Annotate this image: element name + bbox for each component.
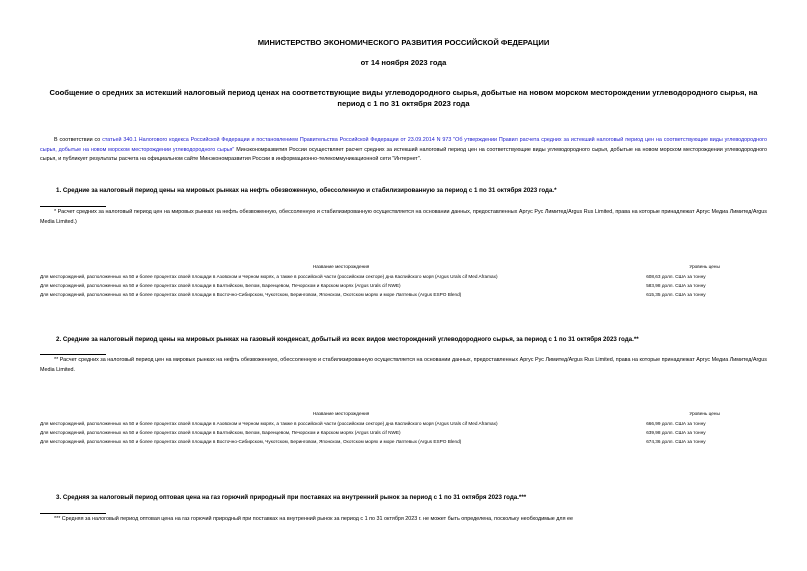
section-1-footnote: * Расчет средних за налоговый период цен на мировых рынках на нефть обезвоженную, обессоленную и стабилизированную осуществляется на основании данных, предоставленных Аргус Рус Лимитед/Argus Rus Limited, права на которые принадлежат Аргус Медиа Лимитед/Argus Media Limited.) (40, 209, 767, 225)
column-header-name: Название месторождения (312, 411, 370, 416)
deposit-name: Для месторождений, расположенных на 50 и более процентах своей площади в Азовском и Черном морях, а также в российской части (российском секторе) дна Каспийского моря (Argus Urals cif Med Aframax) (40, 421, 498, 427)
section-3-footnote: *** Средняя за налоговый период оптовая цена на газ горючий природный при поставках на внутренний рынок за период с 1 по 31 октября 2023 г. не может быть определена, поскольку необходимые для ее (54, 516, 573, 522)
table-row (40, 292, 767, 301)
table-row (40, 283, 767, 292)
ministry-heading: МИНИСТЕРСТВО ЭКОНОМИЧЕСКОГО РАЗВИТИЯ РОССИЙСКОЙ ФЕДЕРАЦИИ (257, 38, 550, 47)
section-3-heading: 3. Средняя за налоговый период оптовая цена на газ горючий природный при поставках на внутренний рынок за период с 1 по 31 октября 2023 года.*** (56, 494, 527, 501)
price-table-condensate (40, 411, 767, 448)
column-header-name: Название месторождения (312, 264, 370, 269)
footnote-divider (40, 206, 106, 207)
table-header-row (40, 411, 767, 421)
table-row (40, 421, 767, 430)
intro-paragraph (40, 136, 767, 165)
section-2-heading: 2. Средние за налоговый период цены на мировых рынках на газовый конденсат, добытый из всех видов месторождений углеводородного сырья, за период с 1 по 31 октября 2023 года.** (56, 336, 639, 343)
price-value: 639,98 долл. США за тонну (646, 430, 706, 436)
legal-reference-link[interactable]: статьей 340.1 Налогового кодекса Российской Федерации и постановлением Правительства Российской Федерации от 23.09.2014 N 973 "Об утверждении Правил расчета средних за истекший налоговый период цен на соответствующие виды углеводородного сырья, добытые на новом морском месторождении углеводородного сырья" (40, 137, 768, 153)
intro-suffix: Минэкономразвития России осуществляет расчет средних за истекший налоговый период цен на соответствующие виды углеводородного сырья, добытые на новом морском месторождении углеводородного сырья, и публикует результаты расчета на официальном сайте Минэкономразвития России в информационно-телекоммуникационной сети "Интернет". (40, 146, 767, 163)
column-header-price: Уровень цены (689, 264, 720, 269)
table-row (40, 430, 767, 439)
price-value: 608,63 долл. США за тонну (646, 274, 706, 280)
column-header-price: Уровень цены (689, 411, 720, 416)
table-row (40, 439, 767, 448)
footnote-divider (40, 354, 106, 355)
deposit-name: Для месторождений, расположенных на 50 и более процентах своей площади в Восточно-Сибирском, Чукотском, Беринговом, Японском, Охотском морях и море Лаптевых (Argus ESPO Blend) (40, 439, 462, 445)
price-value: 666,99 долл. США за тонну (646, 421, 706, 427)
price-value: 674,36 долл. США за тонну (646, 439, 706, 445)
message-title: Сообщение о средних за истекший налоговый период ценах на соответствующие виды углеводородного сырья, добытые на новом морском месторождении углеводородного сырья, на период с 1 по 31 октября 2023 года (49, 88, 758, 108)
section-1-heading: 1. Средние за налоговый период цены на мировых рынках на нефть обезвоженную, обессоленную и стабилизированную за период с 1 по 31 октября 2023 года.* (56, 187, 557, 194)
section-2-footnote: ** Расчет средних за налоговый период цен на мировых рынках на нефть обезвоженную, обессоленную и стабилизированную осуществляется на основании данных, предоставленных Аргус Рус Лимитед/Argus Rus Limited, права на которые принадлежат Аргус Медиа Лимитед/Argus Media Limited. (40, 357, 767, 373)
deposit-name: Для месторождений, расположенных на 50 и более процентах своей площади в Балтийском, Белом, Баренцевом, Печорском и Карском морях (Argus Urals cif NWE) (40, 283, 401, 289)
footnote-divider (40, 513, 106, 514)
table-header-row (40, 264, 767, 274)
deposit-name: Для месторождений, расположенных на 50 и более процентах своей площади в Азовском и Черном морях, а также в российской части (российском секторе) дна Каспийского моря (Argus Urals cif Med Aframax) (40, 274, 498, 280)
price-value: 583,98 долл. США за тонну (646, 283, 706, 289)
price-table-oil (40, 264, 767, 301)
deposit-name: Для месторождений, расположенных на 50 и более процентах своей площади в Восточно-Сибирском, Чукотском, Беринговом, Японском, Охотском морях и море Лаптевых (Argus ESPO Blend) (40, 292, 462, 298)
table-row (40, 274, 767, 283)
document-date: от 14 ноября 2023 года (360, 58, 447, 67)
deposit-name: Для месторождений, расположенных на 50 и более процентах своей площади в Балтийском, Белом, Баренцевом, Печорском и Карском морях (Argus Urals cif NWE) (40, 430, 401, 436)
price-value: 615,35 долл. США за тонну (646, 292, 706, 298)
intro-prefix: В соответствии со (54, 137, 103, 143)
